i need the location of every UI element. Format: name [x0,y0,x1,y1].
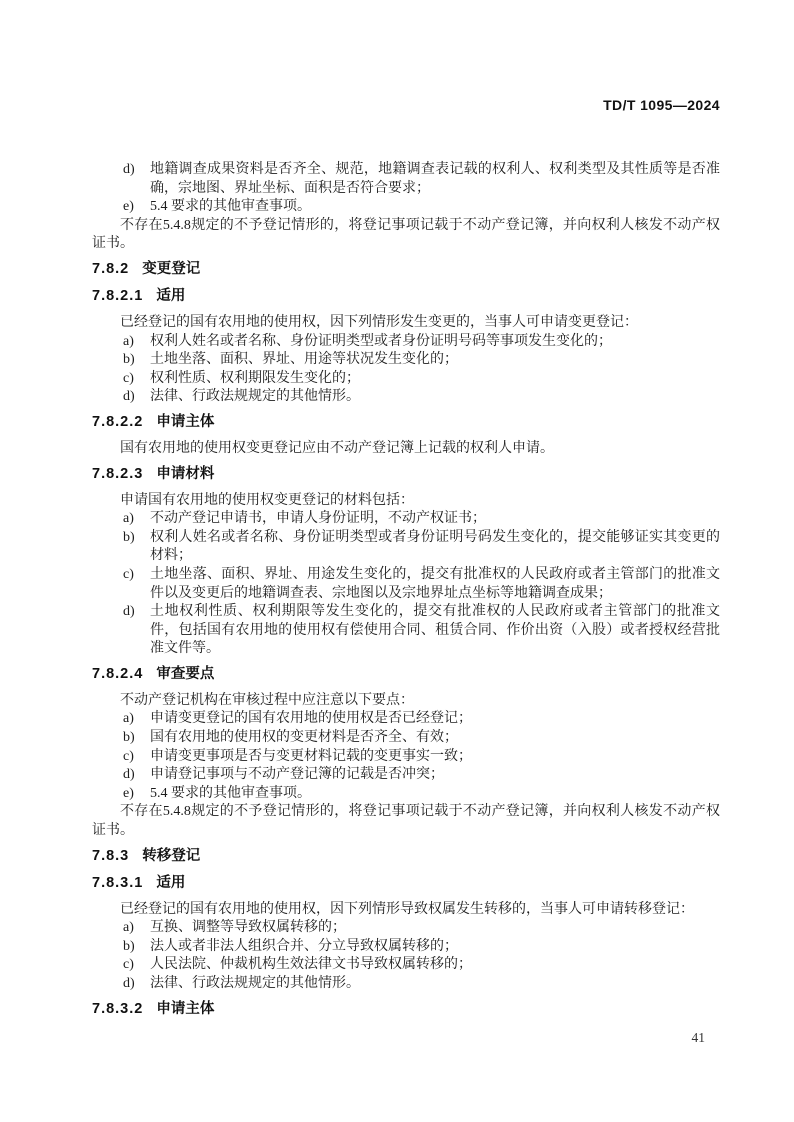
list-item-text: 权利人姓名或者名称、身份证明类型或者身份证明号码发生变化的，提交能够证实其变更的材料； [150,529,720,564]
doc-code: TD/T 1095—2024 [603,97,720,113]
list-item [92,161,720,198]
list-item-label: e) [123,785,134,801]
list-item-text: 互换、调整等导致权属转移的； [150,920,346,936]
clause-title: 申请主体 [156,413,215,430]
list-item-label: d) [123,389,135,405]
clause-heading [92,465,720,484]
list-item [92,785,720,804]
list-item-text: 不动产登记申请书，申请人身份证明，不动产权证书； [150,511,486,527]
list-item-label: b) [123,352,135,368]
list-item-text: 申请变更登记的国有农用地的使用权是否已经登记； [150,711,472,727]
list-item-text: 法律、行政法规规定的其他情形。 [150,389,360,405]
list-item-label: a) [123,711,134,727]
clause-number: 7.8.3 [92,847,130,864]
list-item [92,388,720,407]
list-item-label: c) [123,370,134,386]
clause-title: 申请主体 [156,1000,215,1017]
page-number: 41 [691,1030,705,1045]
clause-title: 适用 [156,874,186,891]
clause-heading [92,1000,720,1019]
clause-heading [92,287,720,306]
list-item-label: b) [123,938,135,954]
clause-title: 转移登记 [142,847,201,864]
clause-number: 7.8.3.1 [92,874,144,891]
clause-number: 7.8.2.2 [92,413,144,430]
clause-title: 申请材料 [156,465,215,482]
paragraph: 不存在5.4.8规定的不予登记情形的，将登记事项记载于不动产登记簿，并向权利人核发不动产权证书。 [92,804,720,839]
list-item [92,370,720,389]
list-item-text: 5.4 要求的其他审查事项。 [150,199,311,215]
list-item-text: 土地坐落、面积、界址、用途等状况发生变化的； [150,352,458,368]
list-item [92,529,720,566]
paragraph: 申请国有农用地的使用权变更登记的材料包括： [120,492,414,508]
list-item [92,766,720,785]
clause-number: 7.8.2.1 [92,287,144,304]
list-item-label: a) [123,511,134,527]
list-item-text: 法人或者非法人组织合并、分立导致权属转移的； [150,938,458,954]
list-item [92,566,720,603]
list-item [92,710,720,729]
list-item [92,748,720,767]
list-item [92,919,720,938]
list-item-text: 地籍调查成果资料是否齐全、规范，地籍调查表记载的权利人、权利类型及其性质等是否准确，宗地图、界址坐标、面积是否符合要求； [150,162,720,196]
clause-heading [92,874,720,893]
list-item [92,510,720,529]
list-item-text: 申请变更事项是否与变更材料记载的变更事实一致； [150,748,472,764]
paragraph: 已经登记的国有农用地的使用权，因下列情形发生变更的，当事人可申请变更登记： [120,314,638,330]
list-item-label: d) [123,162,135,177]
list-item-text: 土地坐落、面积、界址、用途发生变化的，提交有批准权的人民政府或者主管部门的批准文件以及变更后的地籍调查表、宗地图以及宗地界址点坐标等地籍调查成果； [150,566,720,601]
doc-body [92,161,720,1027]
list-item [92,956,720,975]
clause-number: 7.8.2.4 [92,665,144,682]
list-item-text: 权利人姓名或者名称、身份证明类型或者身份证明号码等事项发生变化的； [150,333,612,349]
list-item-label: d) [123,976,135,991]
clause-heading [92,847,720,866]
clause-number: 7.8.3.2 [92,1000,144,1017]
list-item-label: a) [123,920,134,936]
list-item-label: c) [123,748,134,764]
list-item [92,975,720,994]
list-item-label: d) [123,767,135,783]
list-item [92,729,720,748]
clause-number: 7.8.2.3 [92,465,144,482]
clause-heading [92,665,720,684]
list-item-label: a) [123,333,134,349]
list-item [92,198,720,217]
list-item [92,938,720,957]
list-item [92,351,720,370]
list-item-label: d) [123,604,135,620]
list-item-label: c) [123,566,134,582]
list-item-text: 5.4 要求的其他审查事项。 [150,785,311,801]
clause-title: 变更登记 [142,260,201,277]
clause-heading [92,413,720,432]
list-item-text: 法律、行政法规规定的其他情形。 [150,976,360,991]
clause-title: 适用 [156,287,186,304]
list-item-label: e) [123,199,134,215]
list-item [92,333,720,352]
list-item-text: 权利性质、权利期限发生变化的； [150,370,360,386]
paragraph: 国有农用地的使用权变更登记应由不动产登记簿上记载的权利人申请。 [120,440,554,456]
list-item [92,603,720,659]
clause-heading [92,260,720,279]
list-item-text: 国有农用地的使用权的变更材料是否齐全、有效； [150,730,458,746]
list-item-label: c) [123,957,134,973]
list-item-text: 土地权利性质、权利期限等发生变化的，提交有批准权的人民政府或者主管部门的批准文件，包括国有农用地的使用权有偿使用合同、租赁合同、作价出资（入股）或者授权经营批准文件等。 [150,604,720,657]
paragraph: 不存在5.4.8规定的不予登记情形的，将登记事项记载于不动产登记簿，并向权利人核发不动产权证书。 [92,217,720,252]
list-item-text: 人民法院、仲裁机构生效法律文书导致权属转移的； [150,957,472,973]
list-item-label: b) [123,730,135,746]
clause-number: 7.8.2 [92,260,130,277]
paragraph: 不动产登记机构在审核过程中应注意以下要点： [120,692,414,708]
list-item-label: b) [123,529,135,545]
list-item-text: 申请登记事项与不动产登记簿的记载是否冲突； [150,767,444,783]
clause-title: 审查要点 [156,665,215,682]
paragraph: 已经登记的国有农用地的使用权，因下列情形导致权属发生转移的，当事人可申请转移登记： [120,901,694,917]
